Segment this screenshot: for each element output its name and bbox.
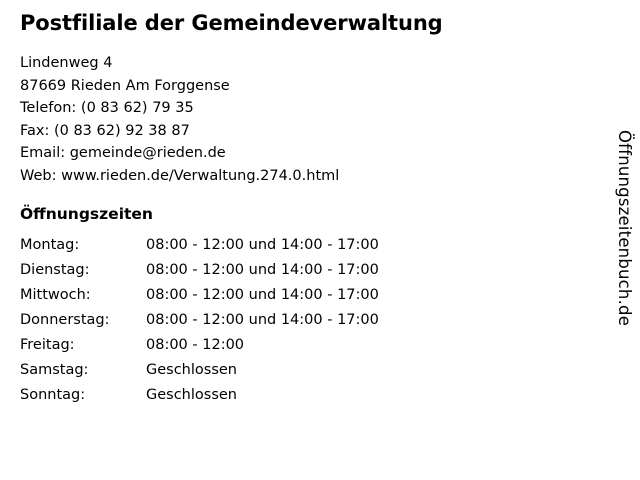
table-row <box>20 337 379 362</box>
day-time: Geschlossen <box>146 387 237 404</box>
table-row <box>20 237 379 262</box>
address-block <box>20 52 590 187</box>
day-label: Mittwoch: <box>20 287 91 304</box>
day-label: Sonntag: <box>20 387 86 404</box>
day-time: 08:00 - 12:00 und 14:00 - 17:00 <box>146 237 379 254</box>
day-label: Montag: <box>20 237 80 254</box>
address-street: Lindenweg 4 <box>20 55 113 72</box>
address-city: 87669 Rieden Am Forggense <box>20 77 230 94</box>
address-email: Email: gemeinde@rieden.de <box>20 145 226 162</box>
table-row <box>20 362 379 387</box>
address-fax: Fax: (0 83 62) 92 38 87 <box>20 122 190 139</box>
opening-hours-table <box>20 237 379 412</box>
day-time: Geschlossen <box>146 362 237 379</box>
day-label: Samstag: <box>20 362 89 379</box>
day-time: 08:00 - 12:00 <box>146 337 245 354</box>
address-phone: Telefon: (0 83 62) 79 35 <box>20 100 194 117</box>
address-web: Web: www.rieden.de/Verwaltung.274.0.html <box>20 167 340 184</box>
day-time: 08:00 - 12:00 und 14:00 - 17:00 <box>146 262 379 279</box>
content-column <box>20 10 590 412</box>
day-label: Freitag: <box>20 337 75 354</box>
table-row <box>20 387 379 412</box>
opening-hours-body <box>20 237 379 412</box>
day-time: 08:00 - 12:00 und 14:00 - 17:00 <box>146 312 379 329</box>
opening-hours-heading: Öffnungszeiten <box>20 205 153 224</box>
page-title: Postfiliale der Gemeindeverwaltung <box>20 11 443 35</box>
watermark-label: Öffnungszeitenbuch.de <box>615 130 634 327</box>
table-row <box>20 262 379 287</box>
day-label: Dienstag: <box>20 262 90 279</box>
day-time: 08:00 - 12:00 und 14:00 - 17:00 <box>146 287 379 304</box>
day-label: Donnerstag: <box>20 312 110 329</box>
table-row <box>20 287 379 312</box>
table-row <box>20 312 379 337</box>
